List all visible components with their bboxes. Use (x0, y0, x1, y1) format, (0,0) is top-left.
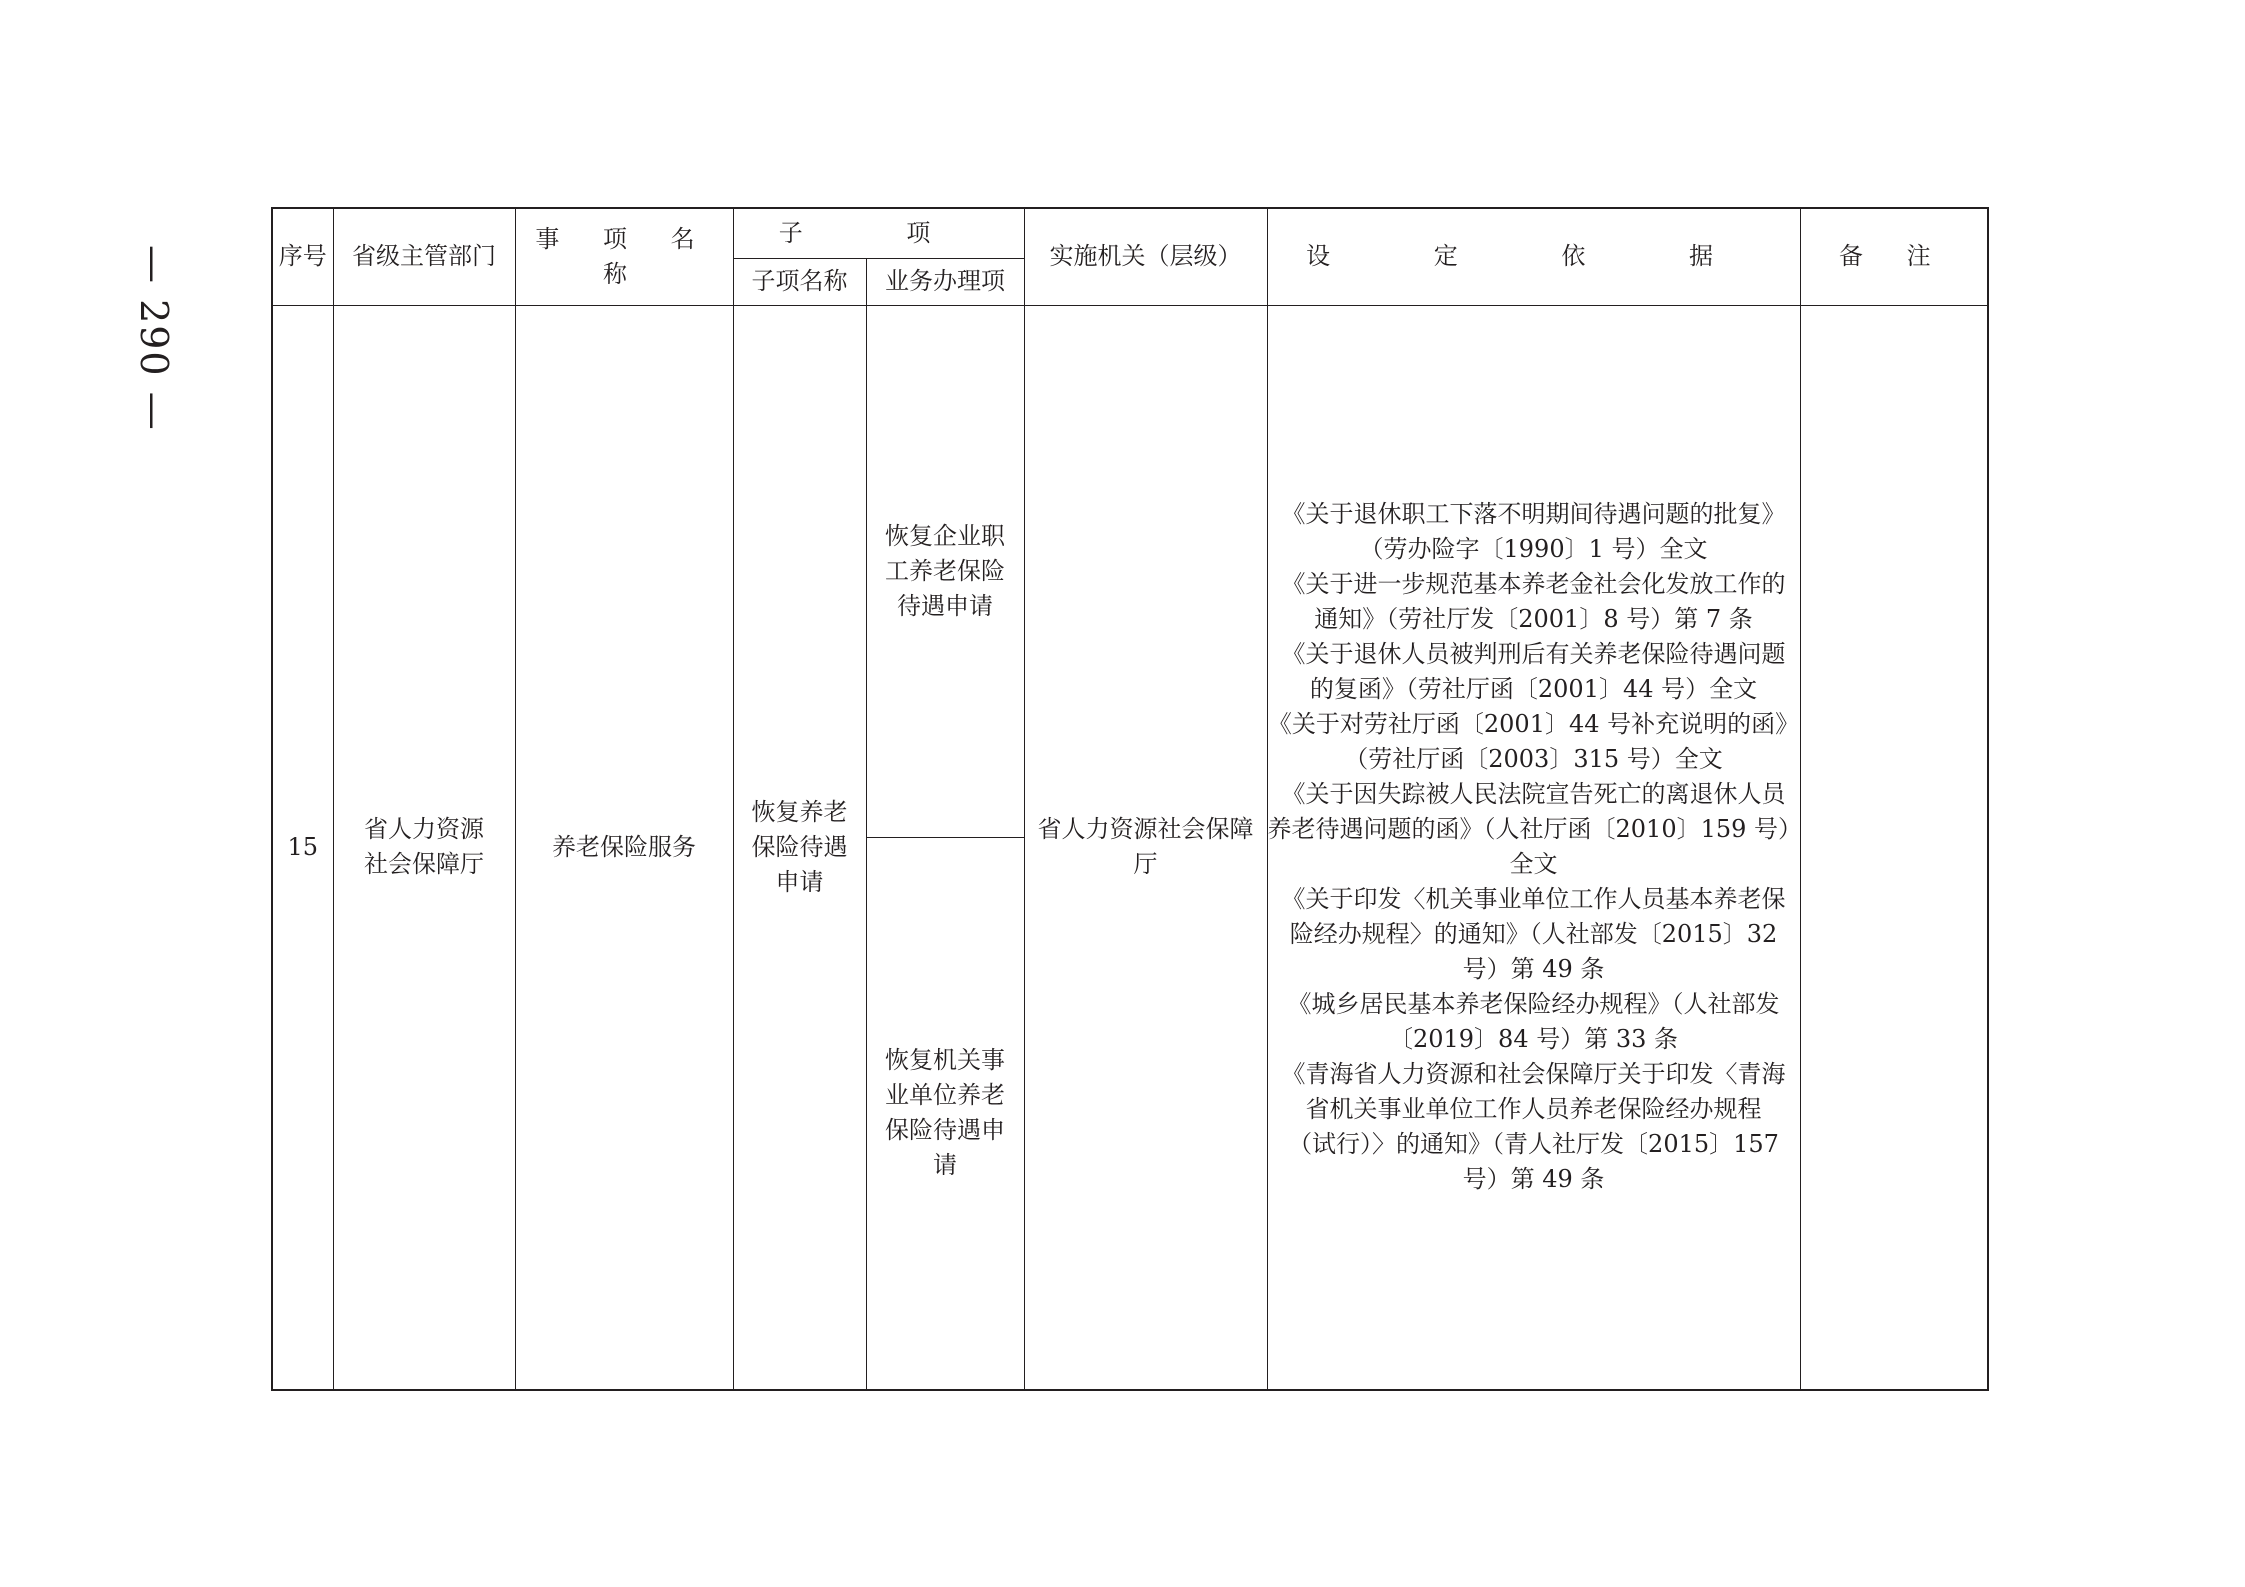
header-seq: 序号 (272, 208, 333, 305)
basis-line: 《城乡居民基本养老保险经办规程》（人社部发 (1287, 990, 1780, 1019)
basis-line: 省机关事业单位工作人员养老保险经办规程 (1305, 1095, 1762, 1124)
basis-line: 的复函》（劳社厅函〔2001〕44 号）全文 (1309, 675, 1758, 704)
header-business: 业务办理项 (866, 258, 1024, 305)
basis-line: 《关于退休人员被判刑后有关养老保险待遇问题 (1281, 640, 1786, 669)
header-dept: 省级主管部门 (333, 208, 515, 305)
header-basis: 设 定 依 据 (1267, 208, 1800, 305)
cell-agency: 省人力资源社会保障厅 (1024, 305, 1267, 1390)
page-number: — 290 — (132, 245, 176, 432)
basis-line: 《关于因失踪被人民法院宣告死亡的离退休人员 (1281, 780, 1786, 809)
cell-sub-name: 恢复养老保险待遇申请 (733, 305, 866, 1390)
cell-seq: 15 (272, 305, 333, 1390)
basis-line: 《关于进一步规范基本养老金社会化发放工作的 (1281, 570, 1786, 599)
basis-line: 〔2019〕84 号）第 33 条 (1388, 1025, 1679, 1054)
cell-business-1: 恢复企业职工养老保险待遇申请 (866, 305, 1024, 837)
basis-line: 全文 (1509, 850, 1558, 879)
header-remarks: 备 注 (1800, 208, 1988, 305)
basis-line: （试行）〉的通知》（青人社厅发〔2015〕157 (1288, 1130, 1779, 1159)
basis-list (1267, 497, 1803, 1197)
basis-line: 《关于对劳社厅函〔2001〕44 号补充说明的函》 (1267, 710, 1800, 739)
cell-business-2: 恢复机关事业单位养老保险待遇申请 (866, 837, 1024, 1390)
cell-basis (1267, 305, 1803, 1390)
header-sub-name: 子项名称 (733, 258, 866, 305)
basis-line: 号）第 49 条 (1462, 1165, 1605, 1194)
basis-line: 险经办规程〉的通知》（人社部发〔2015〕32 (1289, 920, 1778, 949)
cell-item-name: 养老保险服务 (515, 305, 733, 1390)
basis-line: 通知》（劳社厅发〔2001〕8 号）第 7 条 (1314, 605, 1753, 634)
header-agency: 实施机关（层级） (1024, 208, 1267, 305)
header-item-name: 事 项 名 称 (515, 208, 733, 305)
basis-line: （劳办险字〔1990〕1 号）全文 (1359, 535, 1708, 564)
basis-line: 《关于退休职工下落不明期间待遇问题的批复》 (1281, 500, 1786, 529)
basis-line: 《青海省人力资源和社会保障厅关于印发〈青海 (1281, 1060, 1786, 1089)
header-sub-group: 子 项 (733, 208, 1024, 258)
basis-line: 《关于印发〈机关事业单位工作人员基本养老保 (1281, 885, 1786, 914)
cell-remarks (1800, 305, 1988, 1390)
cell-dept: 省人力资源社会保障厅 (333, 305, 515, 1390)
basis-line: 号）第 49 条 (1462, 955, 1605, 984)
basis-line: 养老待遇问题的函》（人社厅函〔2010〕159 号） (1267, 815, 1803, 844)
service-items-table (271, 207, 1989, 1391)
basis-line: （劳社厅函〔2003〕315 号）全文 (1344, 745, 1723, 774)
